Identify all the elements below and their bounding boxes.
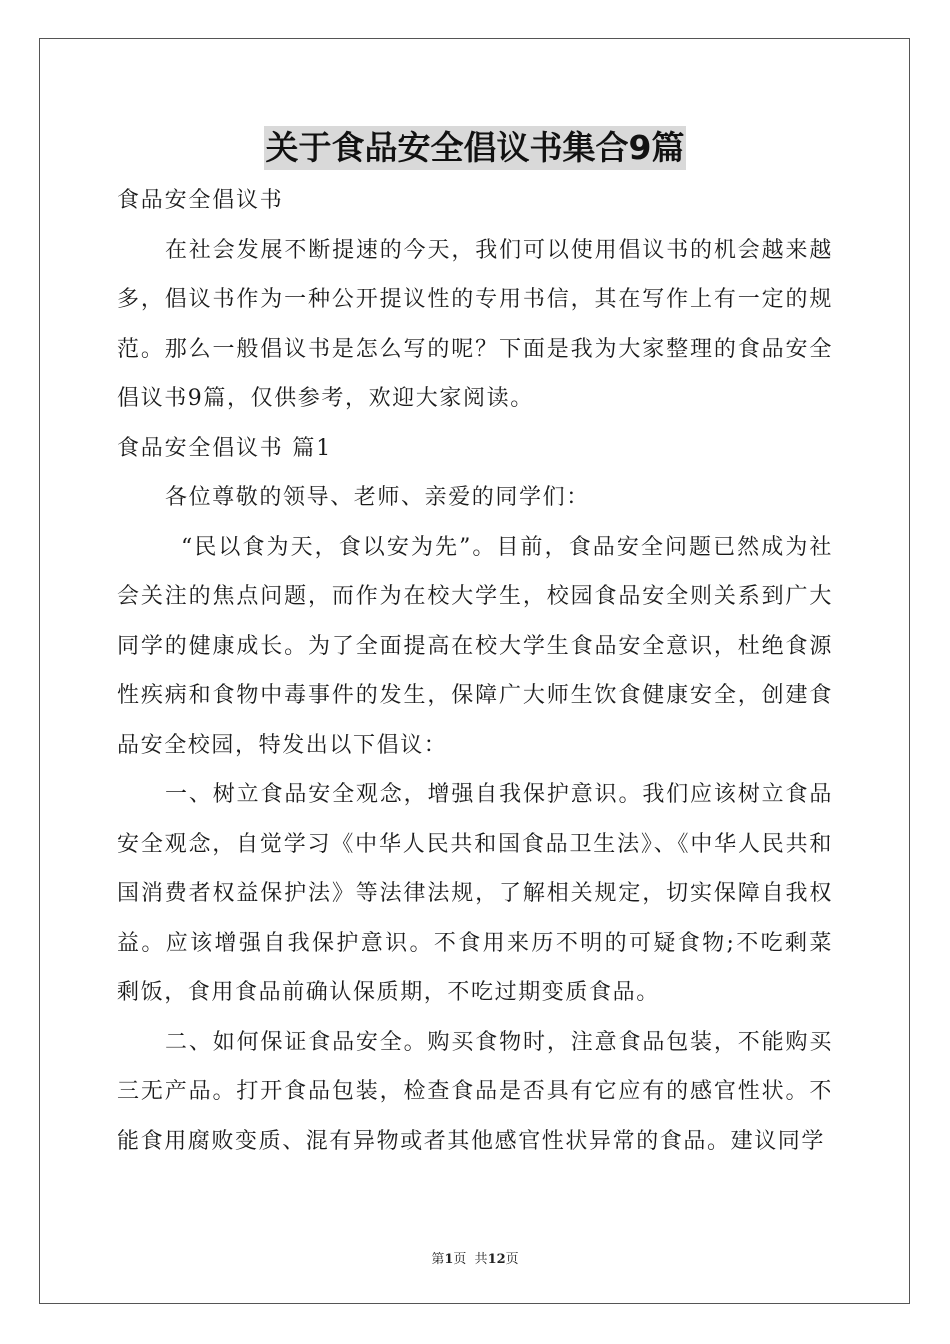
total-prefix: 共 xyxy=(474,1252,488,1267)
page-footer xyxy=(0,1248,950,1267)
document-title: 关于食品安全倡议书集合9篇 xyxy=(264,126,687,170)
body-paragraph: 一、树立食品安全观念，增强自我保护意识。我们应该树立食品安全观念，自觉学习《中华人民共和国食品卫生法》、《中华人民共和国消费者权益保护法》等法律法规，了解相关规定，切实保障自我权益。应该增强自我保护意识。不食用来历不明的可疑食物;不吃剩菜剩饭，食用食品前确认保质期，不吃过期变质食品。 xyxy=(117,782,833,1005)
body-paragraph: “民以食为天，食以安为先”。目前，食品安全问题已然成为社会关注的焦点问题，而作为在校大学生，校园食品安全则关系到广大同学的健康成长。为了全面提高在校大学生食品安全意识，杜绝食源性疾病和食物中毒事件的发生，保障广大师生饮食健康安全，创建食品安全校园，特发出以下倡议： xyxy=(117,534,833,758)
page-suffix: 页 xyxy=(453,1252,467,1267)
intro-paragraph: 在社会发展不断提速的今天，我们可以使用倡议书的机会越来越多，倡议书作为一种公开提议性的专用书信，其在写作上有一定的规范。那么一般倡议书是怎么写的呢？下面是我为大家整理的食品安全倡议书9篇，仅供参考，欢迎大家阅读。 xyxy=(117,237,833,411)
page-number: 1 xyxy=(444,1252,454,1267)
document-body xyxy=(117,176,833,1166)
title-container xyxy=(0,126,950,170)
body-paragraph: 二、如何保证食品安全。购买食物时，注意食品包装，不能购买三无产品。打开食品包装，检查食品是否具有它应有的感官性状。不能食用腐败变质、混有异物或者其他感官性状异常的食品。建议同学 xyxy=(117,1029,833,1154)
salutation: 各位尊敬的领导、老师、亲爱的同学们： xyxy=(165,485,590,510)
total-pages: 12 xyxy=(487,1252,506,1267)
section-heading-part-1: 食品安全倡议书 篇1 xyxy=(117,435,332,461)
section-heading: 食品安全倡议书 xyxy=(117,188,284,213)
total-suffix: 页 xyxy=(505,1252,519,1267)
page-prefix: 第 xyxy=(431,1252,445,1267)
